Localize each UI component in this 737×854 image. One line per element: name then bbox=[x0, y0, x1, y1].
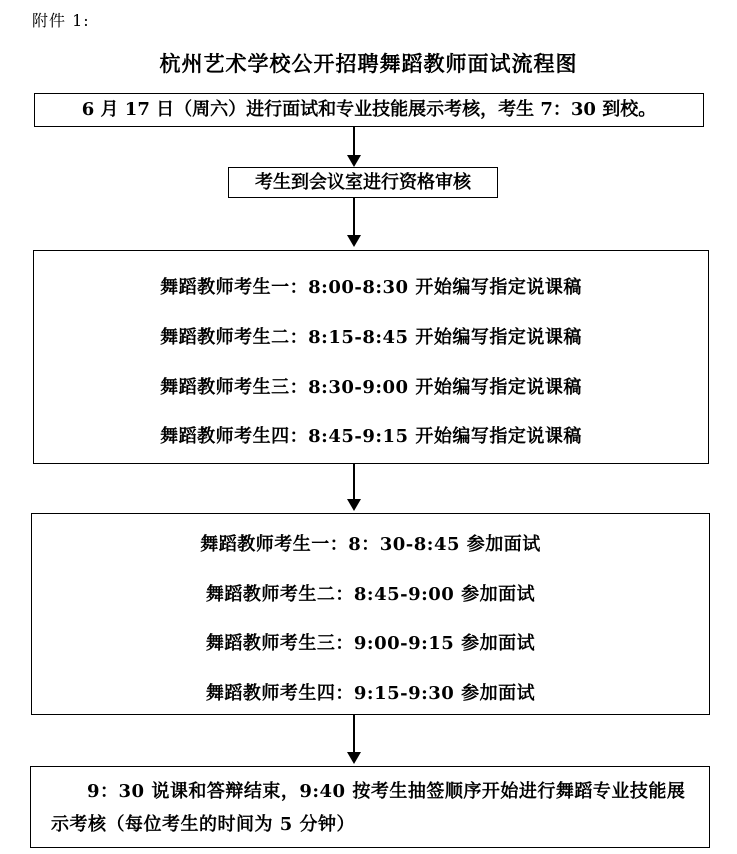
flow-arrow-4 bbox=[347, 715, 361, 765]
date-notice-box: 6 月 17 日（周六）进行面试和专业技能展示考核，考生 7：30 到校。 bbox=[34, 93, 704, 127]
flow-arrow-2 bbox=[347, 198, 361, 248]
prep-schedule-item: 舞蹈教师考生三：8:30-9:00 开始编写指定说课稿 bbox=[160, 377, 582, 398]
interview-schedule-item: 舞蹈教师考生三：9:00-9:15 参加面试 bbox=[205, 633, 536, 654]
page-title: 杭州艺术学校公开招聘舞蹈教师面试流程图 bbox=[159, 51, 578, 76]
prep-schedule-item: 舞蹈教师考生一：8:00-8:30 开始编写指定说课稿 bbox=[160, 277, 582, 298]
flow-arrow-1 bbox=[347, 127, 361, 167]
flow-arrow-3 bbox=[347, 464, 361, 512]
qualification-review-box: 考生到会议室进行资格审核 bbox=[228, 167, 498, 198]
interview-schedule-item: 舞蹈教师考生四：9:15-9:30 参加面试 bbox=[205, 683, 536, 704]
interview-schedule-box bbox=[31, 513, 710, 715]
final-step-text: 9：30 说课和答辩结束，9:40 按考生抽签顺序开始进行舞蹈专业技能展示考核（每位考生的时间为 5 分钟） bbox=[51, 781, 686, 835]
prep-schedule-item: 舞蹈教师考生四：8:45-9:15 开始编写指定说课稿 bbox=[160, 426, 582, 447]
interview-schedule-item: 舞蹈教师考生一：8：30-8:45 参加面试 bbox=[200, 534, 541, 555]
prep-schedule-box bbox=[33, 250, 709, 464]
prep-schedule-item: 舞蹈教师考生二：8:15-8:45 开始编写指定说课稿 bbox=[160, 327, 582, 348]
attachment-label: 附件 1: bbox=[32, 11, 90, 30]
interview-schedule-item: 舞蹈教师考生二：8:45-9:00 参加面试 bbox=[205, 584, 536, 605]
final-step-box bbox=[30, 766, 710, 848]
